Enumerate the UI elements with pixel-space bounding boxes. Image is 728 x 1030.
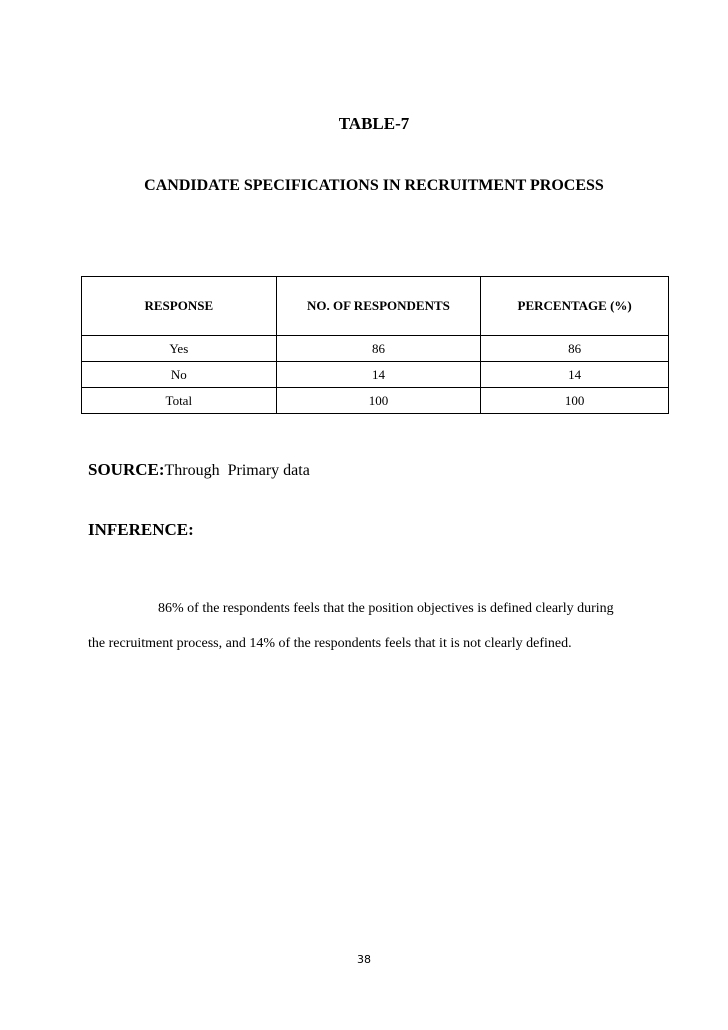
table-header-row xyxy=(82,277,669,336)
cell-response: Total xyxy=(82,388,277,414)
cell-response: No xyxy=(82,362,277,388)
inference-label: INFERENCE: xyxy=(88,520,194,539)
cell-percentage: 86 xyxy=(481,336,669,362)
cell-respondents: 100 xyxy=(276,388,481,414)
table-row xyxy=(82,388,669,414)
cell-respondents: 86 xyxy=(276,336,481,362)
table-row xyxy=(82,336,669,362)
column-header-respondents: NO. OF RESPONDENTS xyxy=(276,277,481,336)
table-title: TABLE-7 xyxy=(338,114,410,133)
cell-percentage: 100 xyxy=(481,388,669,414)
column-header-response: RESPONSE xyxy=(82,277,277,336)
page-number: 38 xyxy=(357,953,371,966)
column-header-percentage: PERCENTAGE (%) xyxy=(481,277,669,336)
cell-percentage: 14 xyxy=(481,362,669,388)
source-line xyxy=(88,460,310,480)
source-label: SOURCE: xyxy=(88,460,165,479)
table-row xyxy=(82,362,669,388)
inference-line-1: 86% of the respondents feels that the position objectives is defined clearly during xyxy=(158,601,614,616)
inference-line-2: the recruitment process, and 14% of the respondents feels that it is not clearly defined. xyxy=(88,636,572,651)
table-heading: CANDIDATE SPECIFICATIONS IN RECRUITMENT PROCESS xyxy=(144,177,604,194)
cell-response: Yes xyxy=(82,336,277,362)
cell-respondents: 14 xyxy=(276,362,481,388)
source-text: Through Primary data xyxy=(164,462,310,479)
data-table xyxy=(81,276,669,414)
